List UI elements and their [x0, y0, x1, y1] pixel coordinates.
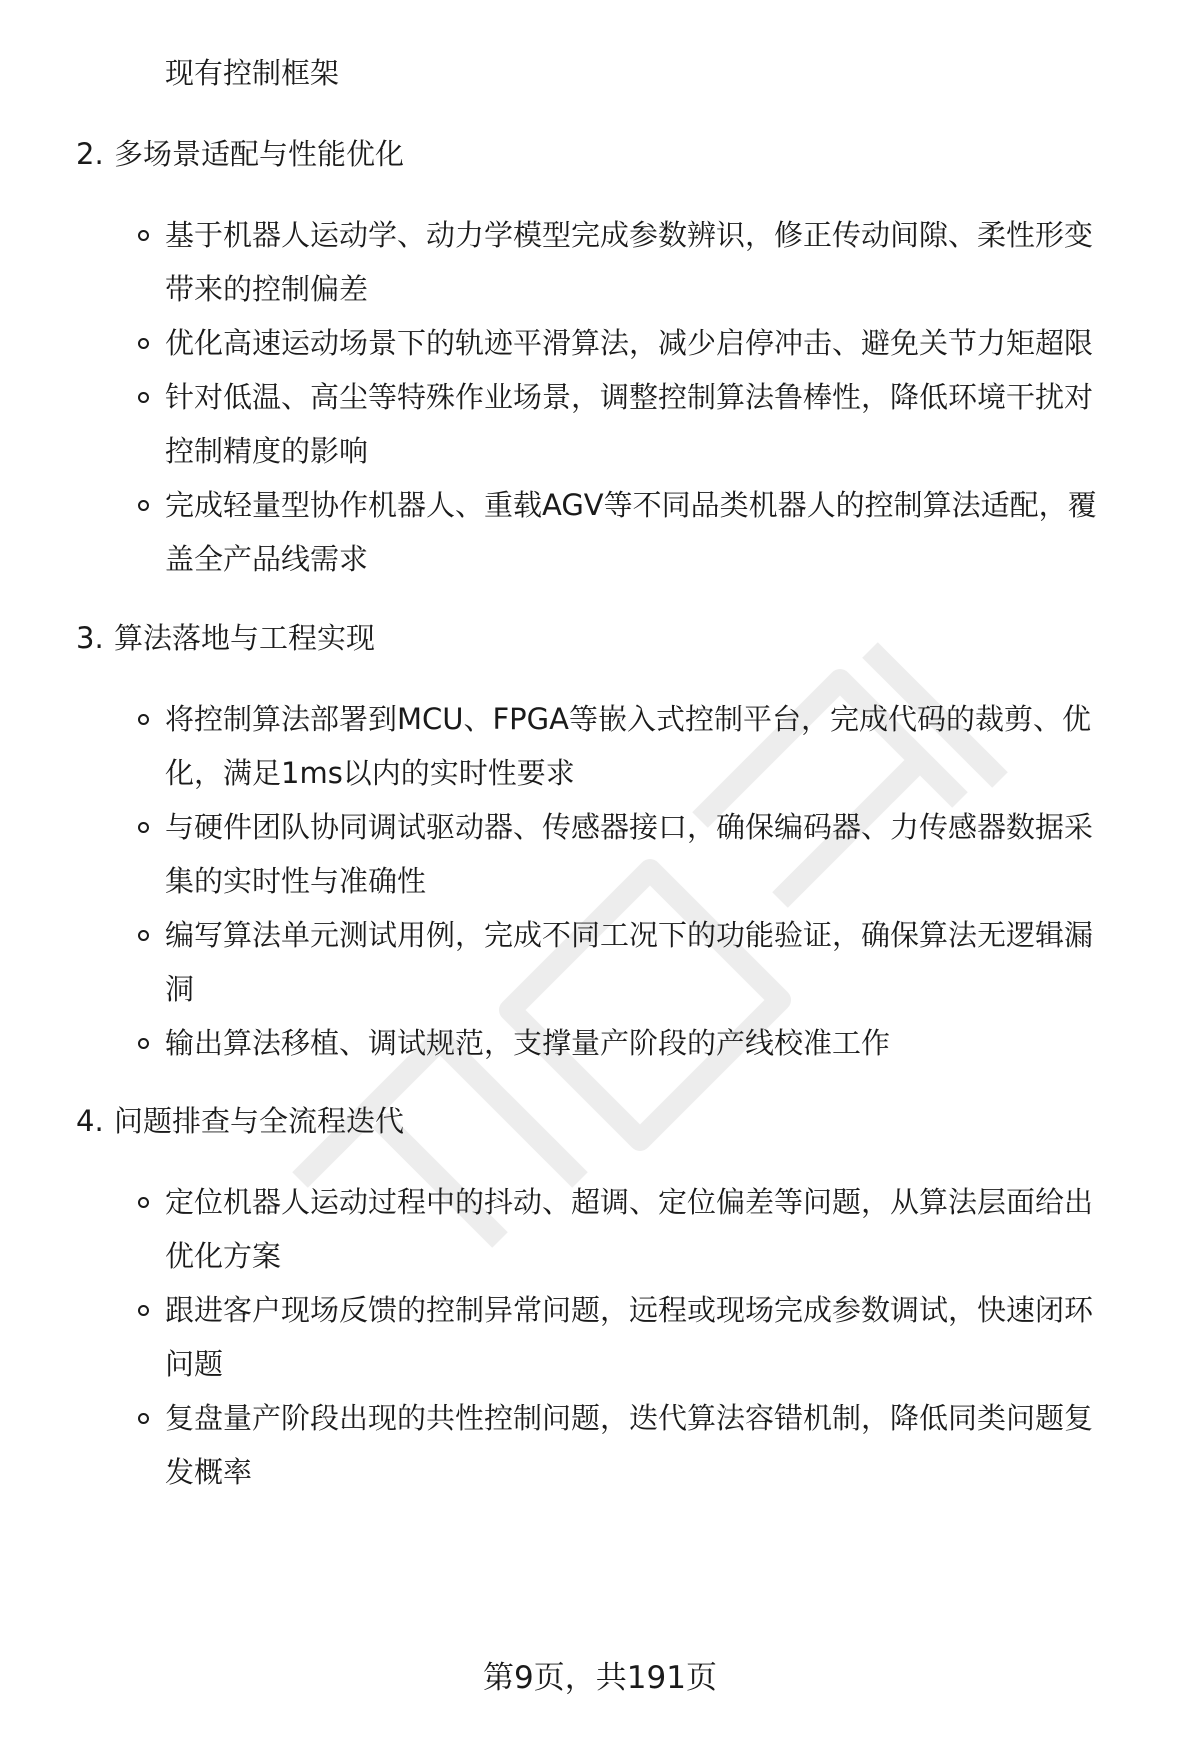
- bullet-text: 定位机器人运动过程中的抖动、超调、定位偏差等问题，从算法层面给出: [165, 1185, 1094, 1219]
- bullet-text: 问题: [165, 1347, 224, 1381]
- section-title: 多场景适配与性能优化: [114, 137, 405, 171]
- bullet-text: 完成轻量型协作机器人、重载AGV等不同品类机器人的控制算法适配，覆: [165, 488, 1097, 522]
- bullet-text: 带来的控制偏差: [165, 272, 369, 306]
- bullet-marker: [138, 500, 149, 511]
- bullet-text: 控制精度的影响: [165, 434, 369, 468]
- bullet-text: 集的实时性与准确性: [165, 864, 427, 898]
- bullet-marker: [138, 230, 149, 241]
- section-number: 3.: [76, 621, 104, 655]
- bullet-text: 编写算法单元测试用例，完成不同工况下的功能验证，确保算法无逻辑漏: [165, 918, 1094, 952]
- bullet-text: 复盘量产阶段出现的共性控制问题，迭代算法容错机制，降低同类问题复: [165, 1401, 1094, 1435]
- section-title: 算法落地与工程实现: [114, 621, 376, 655]
- bullet-text: 化，满足1ms以内的实时性要求: [165, 756, 575, 790]
- page-footer: 第9页，共191页: [483, 1660, 717, 1696]
- bullet-text: 基于机器人运动学、动力学模型完成参数辨识，修正传动间隙、柔性形变: [165, 218, 1094, 252]
- section-title: 问题排查与全流程迭代: [114, 1104, 405, 1138]
- bullet-marker: [138, 392, 149, 403]
- section-number: 4.: [76, 1104, 104, 1138]
- section-number: 2.: [76, 137, 104, 171]
- bullet-text: 优化高速运动场景下的轨迹平滑算法，减少启停冲击、避免关节力矩超限: [165, 326, 1094, 360]
- bullet-text: 将控制算法部署到MCU、FPGA等嵌入式控制平台，完成代码的裁剪、优: [165, 702, 1091, 736]
- bullet-text: 盖全产品线需求: [165, 542, 369, 576]
- bullet-text: 与硬件团队协同调试驱动器、传感器接口，确保编码器、力传感器数据采: [165, 810, 1094, 844]
- continuation-text: 现有控制框架: [165, 56, 340, 90]
- bullet-marker: [138, 1197, 149, 1208]
- watermark: [180, 560, 1080, 1260]
- bullet-marker: [138, 822, 149, 833]
- bullet-text: 发概率: [165, 1455, 253, 1489]
- bullet-text: 优化方案: [165, 1239, 282, 1273]
- bullet-text: 洞: [165, 972, 195, 1006]
- bullet-marker: [138, 338, 149, 349]
- bullet-text: 针对低温、高尘等特殊作业场景，调整控制算法鲁棒性，降低环境干扰对: [165, 380, 1094, 414]
- bullet-text: 跟进客户现场反馈的控制异常问题，远程或现场完成参数调试，快速闭环: [165, 1293, 1094, 1327]
- bullet-marker: [138, 1038, 149, 1049]
- bullet-marker: [138, 1305, 149, 1316]
- bullet-marker: [138, 714, 149, 725]
- bullet-marker: [138, 930, 149, 941]
- bullet-marker: [138, 1413, 149, 1424]
- bullet-text: 输出算法移植、调试规范，支撑量产阶段的产线校准工作: [165, 1026, 891, 1060]
